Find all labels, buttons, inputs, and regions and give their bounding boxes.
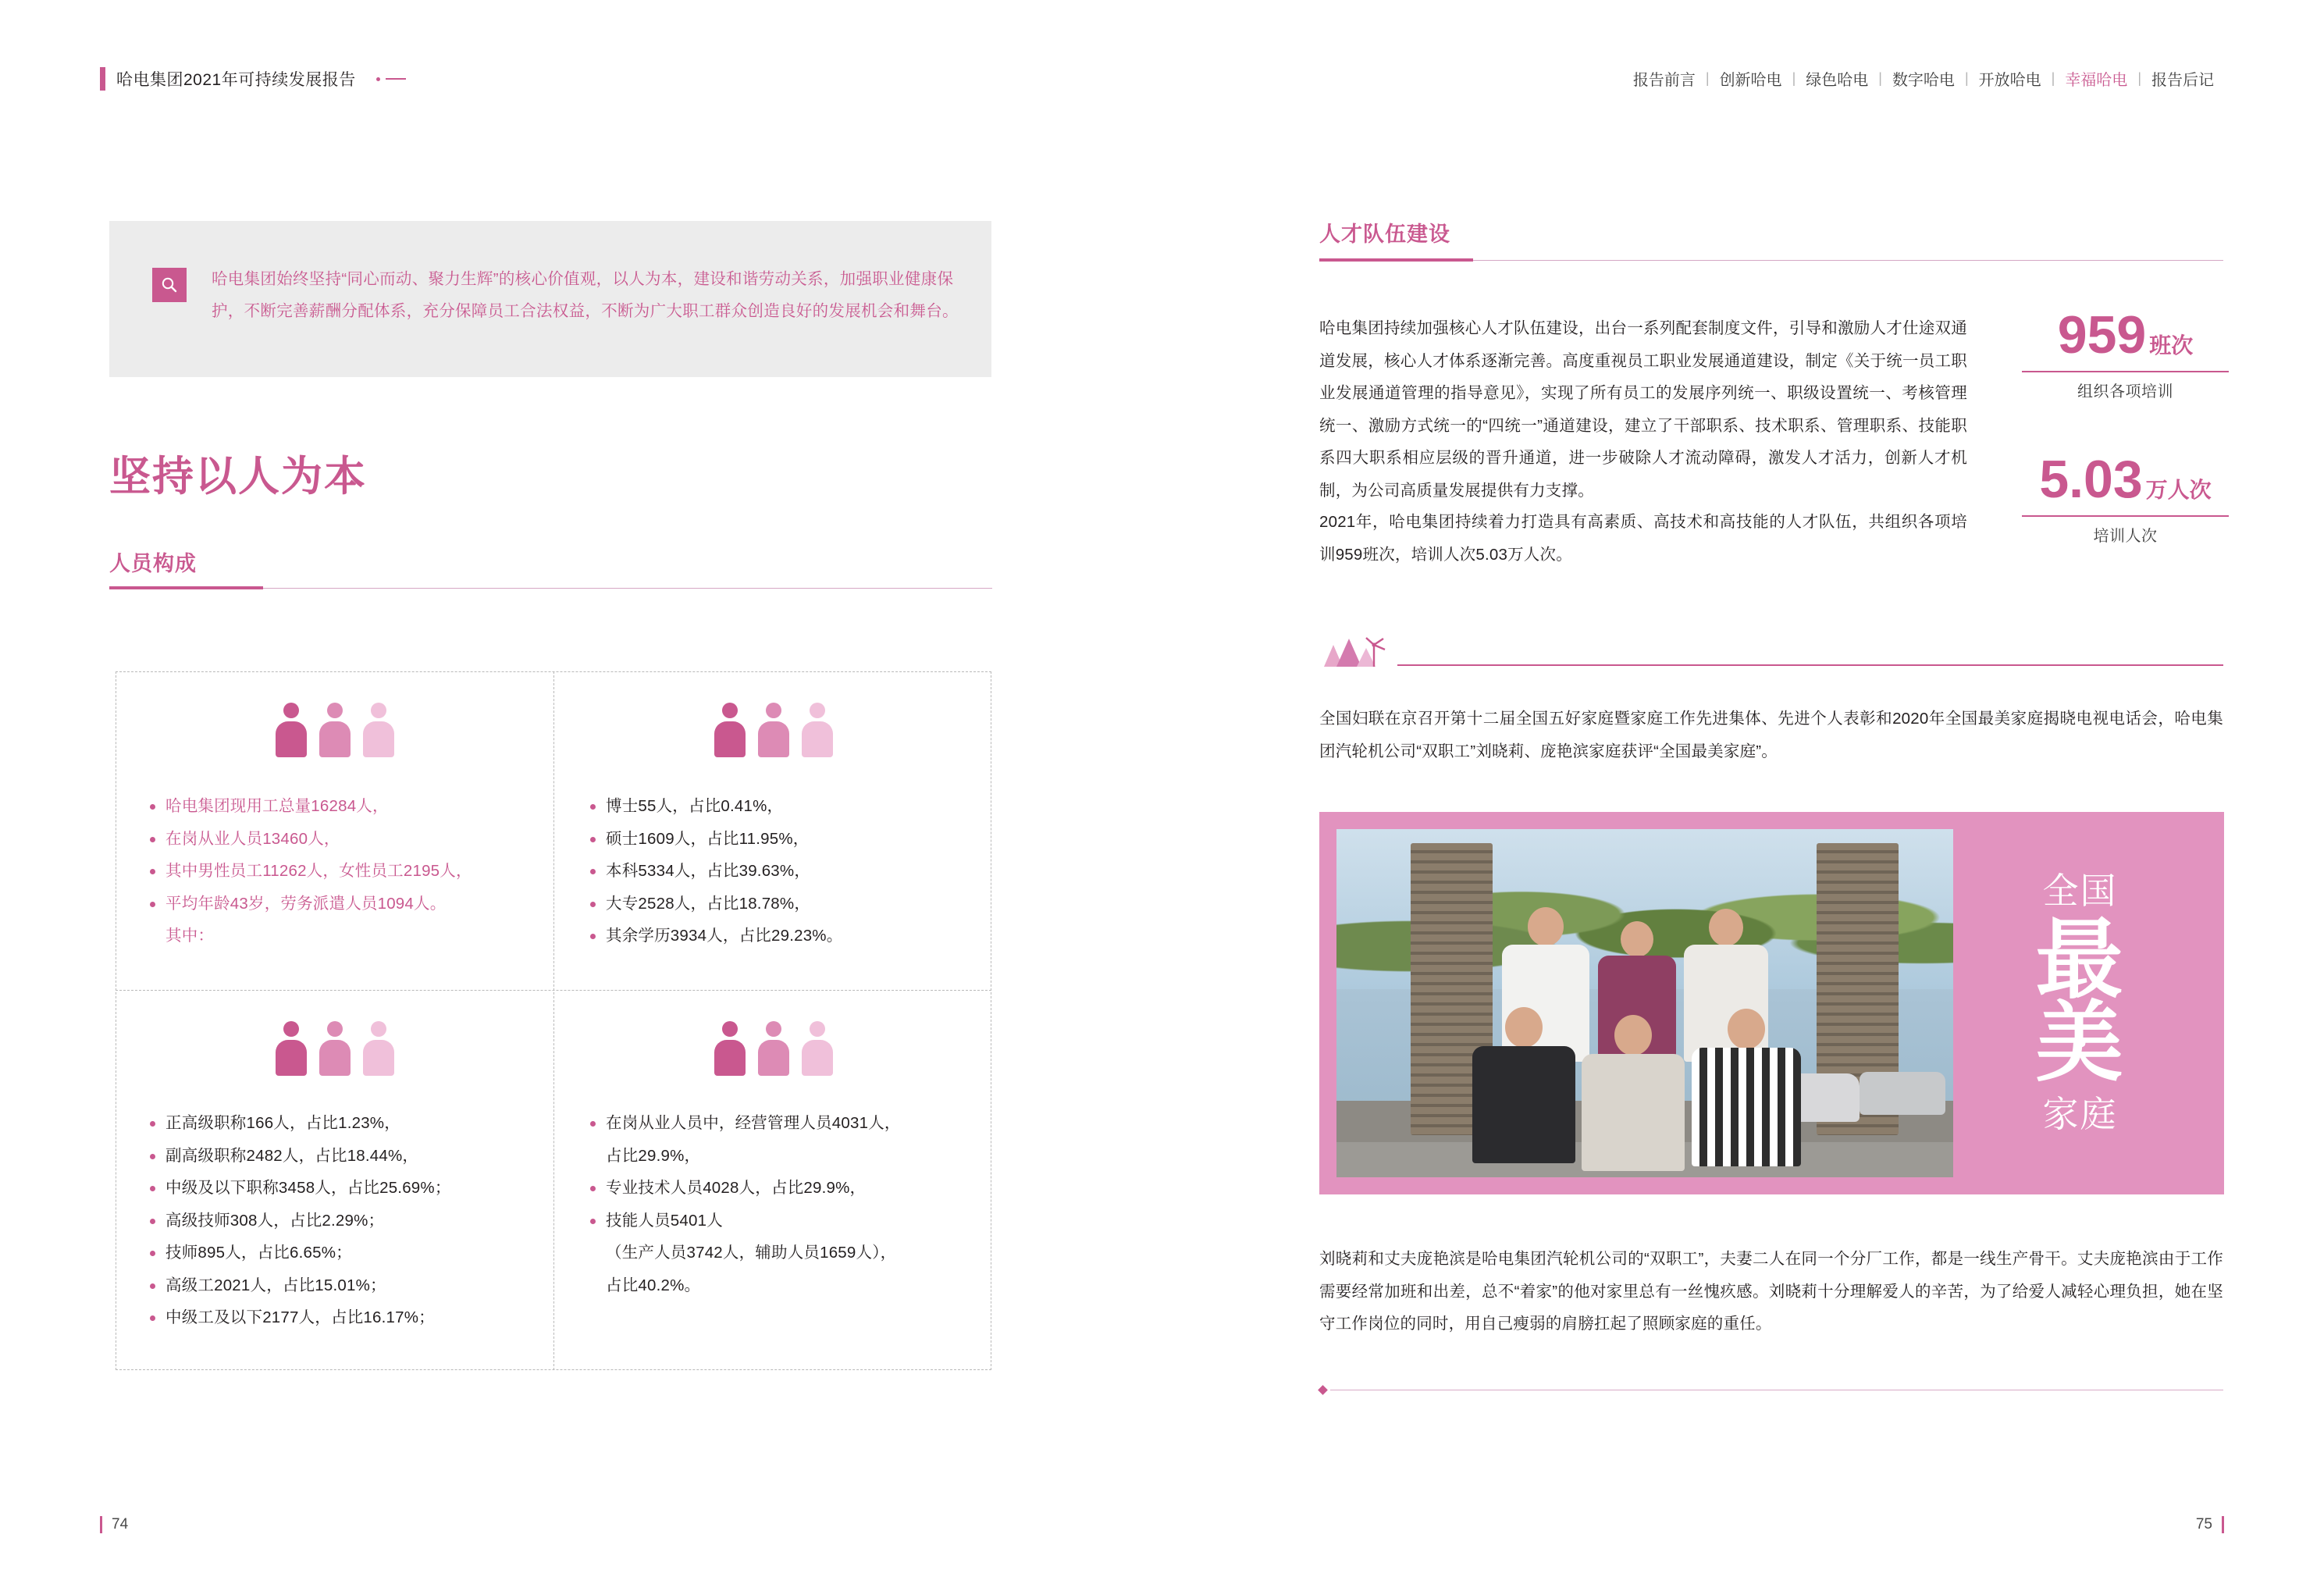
list-item: 中级工及以下2177人，占比16.17%； — [144, 1301, 553, 1334]
windmill-decoration — [1319, 634, 2223, 668]
three-people-icon — [116, 1021, 553, 1076]
list-item: 其中： — [165, 927, 215, 945]
windmill-icon — [1319, 634, 1397, 668]
section-title-talent: 人才队伍建设 — [1319, 222, 1450, 246]
section-title-personnel: 人员构成 — [109, 552, 197, 575]
header-decoration — [376, 77, 406, 81]
list-item: 高级技师308人，占比2.29%； — [144, 1205, 553, 1237]
three-people-icon — [116, 703, 553, 757]
list-item: 其中男性员工11262人，女性员工2195人， — [144, 855, 553, 888]
header-left — [100, 67, 406, 91]
list-item: 技师895人，占比6.65%； — [144, 1237, 553, 1269]
page-number-value: 74 — [112, 1516, 129, 1533]
stat-label: 培训人次 — [2093, 528, 2158, 545]
family-photo — [1336, 829, 1953, 1177]
page-number-right — [2196, 1516, 2224, 1533]
stats-list-3 — [116, 1107, 553, 1334]
list-item: 博士55人，占比0.41%， — [584, 790, 991, 823]
decor-dot-icon — [376, 77, 380, 81]
list-item: 其余学历3934人，占比29.23%。 — [584, 920, 991, 952]
stats-cell-1 — [116, 703, 553, 952]
list-item: 占比40.2%。 — [606, 1276, 701, 1294]
three-people-icon — [556, 1021, 991, 1076]
diamond-icon — [1318, 1385, 1328, 1395]
page-number-left — [100, 1516, 128, 1533]
nav-separator: | — [2051, 70, 2055, 86]
nav-item-3[interactable]: 数字哈电 — [1892, 72, 1955, 89]
stat-unit: 万人次 — [2145, 478, 2212, 502]
nav-item-1[interactable]: 创新哈电 — [1719, 72, 1782, 89]
list-item: 技能人员5401人 — [584, 1205, 991, 1237]
three-people-icon — [556, 703, 991, 757]
person-figure — [1578, 1015, 1688, 1171]
grid-divider-vertical — [553, 671, 554, 1370]
page-number-value: 75 — [2195, 1516, 2212, 1533]
nav-item-0[interactable]: 报告前言 — [1632, 72, 1696, 89]
section-rule-accent — [1319, 258, 1473, 262]
poster-line-1: 全国 — [2042, 869, 2118, 912]
paragraph-talent-2: 2021年，哈电集团持续着力打造具有高素质、高技术和高技能的人才队伍，共组织各项培训959班次，培训人次5.03万人次。 — [1319, 513, 1967, 564]
list-item: 专业技术人员4028人，占比29.9%， — [584, 1172, 991, 1205]
stat-rule — [2022, 371, 2229, 372]
stats-list-2 — [556, 790, 991, 952]
stat-trainees — [2022, 450, 2229, 546]
decor-dash-icon — [386, 78, 406, 80]
search-icon — [152, 268, 187, 302]
section-rule-accent — [109, 586, 263, 589]
list-item: 正高级职称166人，占比1.23%， — [144, 1107, 553, 1140]
page-title: 坚持以人为本 — [109, 454, 367, 500]
stat-value: 959 — [2057, 305, 2147, 365]
list-item: 副高级职称2482人，占比18.44%， — [144, 1140, 553, 1173]
nav-item-5-active[interactable]: 幸福哈电 — [2065, 72, 2128, 89]
nav-separator: | — [1705, 70, 1710, 86]
stats-list-4 — [556, 1107, 991, 1301]
paragraph-talent-1: 哈电集团持续加强核心人才队伍建设，出台一系列配套制度文件，引导和激励人才仕途双通道发展，核心人才体系逐渐完善。高度重视员工职业发展通道建设，制定《关于统一员工职业发展通道管理的指导意见》，实现了所有员工的发展序列统一、职级设置统一、考核管理统一、激励方式统一的“四统一”通道建设，建立了干部职系、技术职系、管理职系、技能职系四大职系相应层级的晋升通道，进一步破除人才流动障碍，激发人才活力，创新人才机制，为公司高质量发展提供有力支撑。 — [1319, 319, 1967, 500]
nav-separator: | — [1792, 70, 1796, 86]
report-title: 哈电集团2021年可持续发展报告 — [116, 71, 356, 89]
stat-value: 5.03 — [2039, 450, 2143, 509]
list-item: 中级及以下职称3458人，占比25.69%； — [144, 1172, 553, 1205]
stats-cell-2 — [556, 703, 991, 952]
list-item: 本科5334人，占比39.63%， — [584, 855, 991, 888]
callout-text: 哈电集团始终坚持“同心而动、聚力生辉”的核心价值观，以人为本，建设和谐劳动关系，加强职业健康保护，不断完善薪酬分配体系，充分保障员工合法权益，不断为广大职工群众创造良好的发展机会和舞台。 — [212, 270, 959, 320]
list-item: 哈电集团现用工总量16284人， — [144, 790, 553, 823]
stats-cell-3 — [116, 1021, 553, 1334]
paragraph-family-story: 刘晓莉和丈夫庞艳滨是哈电集团汽轮机公司的“双职工”，夫妻二人在同一个分厂工作，都是一线生产骨干。丈夫庞艳滨由于工作需要经常加班和出差，总不“着家”的他对家里总有一丝愧疚感。刘晓莉十分理解爱人的辛苦，为了给爱人减轻心理负担，她在坚守工作岗位的同时，用自己瘦弱的肩膀扛起了照顾家庭的重任。 — [1319, 1250, 2223, 1333]
person-figure — [1688, 1009, 1805, 1165]
list-item: 在岗从业人员13460人， — [144, 823, 553, 856]
callout-box — [109, 221, 991, 377]
list-item: 高级工2021人，占比15.01%； — [144, 1269, 553, 1302]
list-item: （生产人员3742人，辅助人员1659人）， — [606, 1244, 897, 1262]
list-item: 平均年龄43岁，劳务派遣人员1094人。 — [144, 888, 553, 920]
list-item: 硕士1609人，占比11.95%， — [584, 823, 991, 856]
header-nav[interactable] — [1623, 67, 2224, 90]
poster-line-4: 家庭 — [2042, 1093, 2118, 1136]
page-accent-bar — [2222, 1516, 2224, 1533]
list-item: 占比29.9%， — [606, 1146, 701, 1165]
grid-divider-horizontal — [116, 990, 991, 991]
nav-separator: | — [1964, 70, 1969, 86]
family-photo-card — [1319, 812, 2224, 1194]
stats-list-1 — [116, 790, 553, 952]
stat-rule — [2022, 515, 2229, 517]
person-figure — [1469, 1007, 1578, 1163]
header-accent-bar — [100, 67, 105, 91]
stats-cell-4 — [556, 1021, 991, 1301]
nav-item-2[interactable]: 绿色哈电 — [1806, 72, 1869, 89]
list-item: 在岗从业人员中，经营管理人员4031人， — [584, 1107, 991, 1140]
poster-line-3: 美 — [2035, 991, 2125, 1094]
bottom-decoration — [1319, 1387, 2223, 1394]
stat-trainings — [2022, 305, 2229, 401]
list-item: 大专2528人，占比18.78%， — [584, 888, 991, 920]
nav-separator: | — [1878, 70, 1882, 86]
nav-item-6[interactable]: 报告后记 — [2151, 72, 2214, 89]
paragraph-family-intro: 全国妇联在京召开第十二届全国五好家庭暨家庭工作先进集体、先进个人表彰和2020年全国最美家庭揭晓电视电话会，哈电集团汽轮机公司“双职工”刘晓莉、庞艳滨家庭获评“全国最美家庭”。 — [1319, 710, 2223, 760]
windmill-rule — [1397, 664, 2223, 666]
page-accent-bar — [100, 1516, 102, 1533]
stat-unit: 班次 — [2149, 333, 2194, 358]
nav-separator: | — [2137, 70, 2141, 86]
award-poster — [1953, 829, 2207, 1177]
poster-line-2: 最 — [2035, 908, 2125, 1011]
stat-label: 组织各项培训 — [2077, 383, 2173, 400]
nav-item-4[interactable]: 开放哈电 — [1978, 72, 2041, 89]
